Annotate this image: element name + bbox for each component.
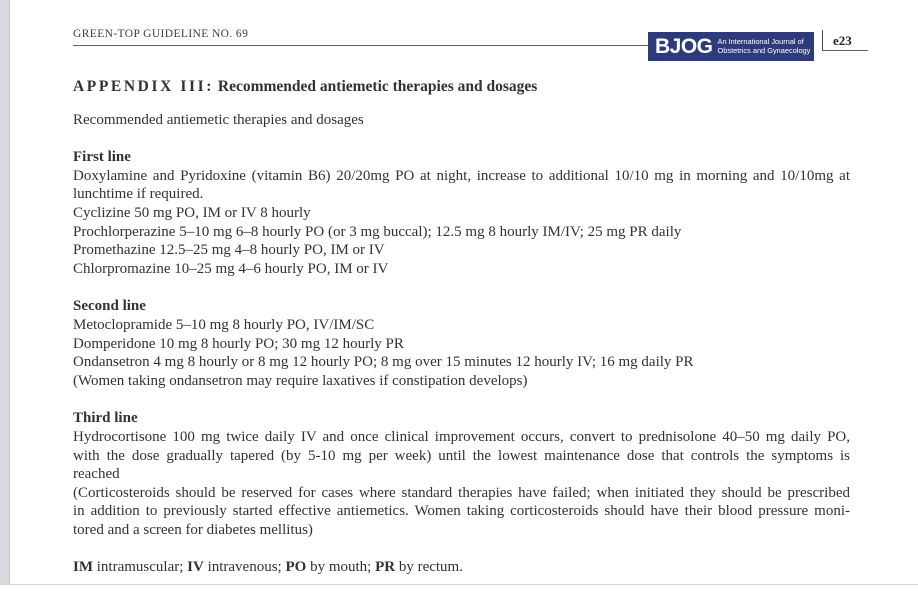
subtitle: Recommended antiemetic therapies and dosages bbox=[73, 111, 364, 128]
therapy-line: Hydrocortisone 100 mg twice daily IV and once clinical improvement occurs, convert to prednisolone 40–50 mg daily PO, bbox=[73, 428, 850, 445]
therapy-line: Doxylamine and Pyridoxine (vitamin B6) 20/20mg PO at night, increase to additional 10/10 mg in morning and 10/10mg at bbox=[73, 167, 850, 184]
page-number: e23 bbox=[833, 33, 852, 48]
therapy-section bbox=[73, 148, 850, 278]
section-heading: Second line bbox=[73, 298, 146, 315]
title-text: Recommended antiemetic therapies and dosages bbox=[214, 78, 538, 95]
logo-tagline-line2: Obstetrics and Gynaecology bbox=[717, 45, 811, 55]
therapy-line: Ondansetron 4 mg 8 hourly or 8 mg 12 hourly PO; 8 mg over 15 minutes 12 hourly IV; 16 mg daily PR bbox=[73, 354, 694, 371]
abbreviation-meaning: intravenous; bbox=[203, 559, 286, 576]
abbreviation-meaning: intramuscular; bbox=[93, 559, 188, 576]
logo-tagline-line1: An International Journal of bbox=[717, 36, 804, 46]
abbreviation-term: PR bbox=[375, 559, 396, 576]
abbreviations bbox=[73, 558, 850, 577]
therapy-line: (Women taking ondansetron may require laxatives if constipation develops) bbox=[73, 372, 528, 389]
therapy-line: reached bbox=[73, 466, 120, 483]
therapy-section bbox=[73, 297, 850, 390]
title-appendix-label: APPENDIX III: bbox=[73, 78, 215, 95]
abbreviation-term: IM bbox=[73, 559, 93, 576]
therapy-line: tored and a screen for diabetes mellitus) bbox=[73, 521, 313, 538]
logo-name: BJOG bbox=[655, 35, 713, 58]
bottom-hairline bbox=[0, 584, 918, 585]
therapy-line: Cyclizine 50 mg PO, IM or IV 8 hourly bbox=[73, 204, 311, 221]
therapy-line: with the dose gradually tapered (by 5-10 mg per week) until the lowest maintenance dose that controls the symptoms is bbox=[73, 447, 850, 464]
abbreviation-meaning: by mouth; bbox=[306, 559, 376, 576]
therapy-line: Metoclopramide 5–10 mg 8 hourly PO, IV/IM/SC bbox=[73, 316, 375, 333]
sections bbox=[73, 148, 850, 539]
therapy-line: in addition to previously started effective antiemetics. Women taking corticosteroids should have their blood pressure moni- bbox=[73, 503, 850, 520]
therapy-section bbox=[73, 409, 850, 539]
section-heading: Third line bbox=[73, 410, 138, 427]
therapy-line: (Corticosteroids should be reserved for cases where standard therapies have failed; when initiated they should be prescribed bbox=[73, 484, 850, 501]
document-content bbox=[73, 0, 850, 577]
therapy-line: Domperidone 10 mg 8 hourly PO; 30 mg 12 hourly PR bbox=[73, 335, 404, 352]
appendix-title bbox=[73, 78, 850, 97]
running-title: GREEN-TOP GUIDELINE NO. 69 bbox=[73, 28, 249, 40]
therapy-line: Prochlorperazine 5–10 mg 6–8 hourly PO (or 3 mg buccal); 12.5 mg 8 hourly IM/IV; 25 mg PR daily bbox=[73, 223, 682, 240]
abbreviation-term: PO bbox=[285, 559, 307, 576]
section-heading: First line bbox=[73, 149, 131, 166]
abbreviation-meaning: by rectum. bbox=[395, 559, 463, 576]
left-edge-strip bbox=[0, 0, 10, 584]
therapy-line: Chlorpromazine 10–25 mg 4–6 hourly PO, IM or IV bbox=[73, 260, 389, 277]
abbreviation-term: IV bbox=[187, 559, 204, 576]
therapy-line: lunchtime if required. bbox=[73, 186, 204, 203]
therapy-line: Promethazine 12.5–25 mg 4–8 hourly PO, IM or IV bbox=[73, 242, 385, 259]
